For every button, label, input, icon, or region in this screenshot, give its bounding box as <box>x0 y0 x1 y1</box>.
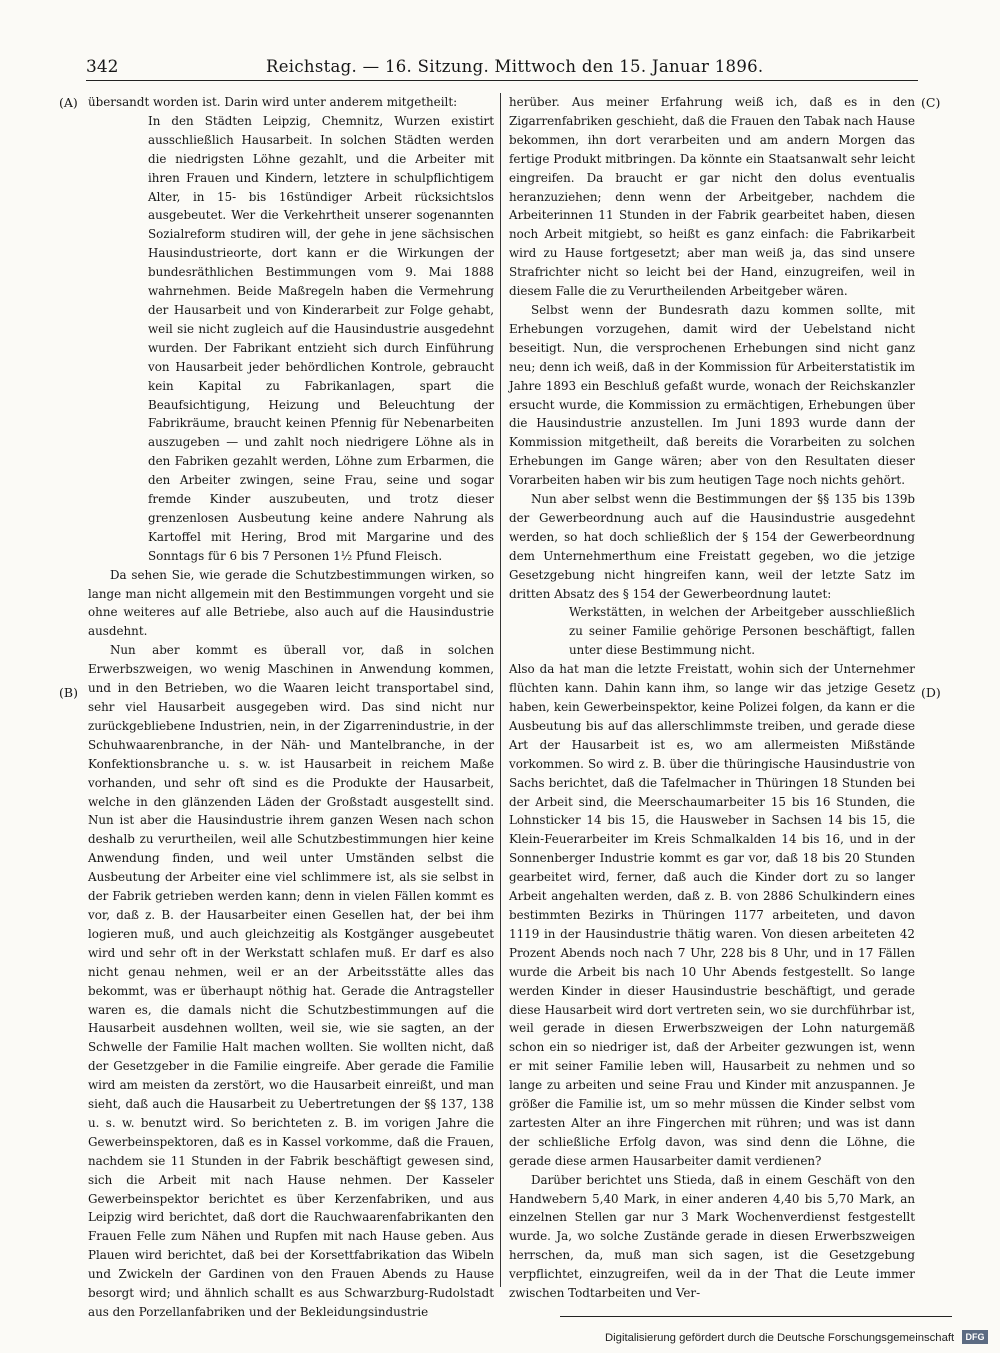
right-paragraph-3: Nun aber selbst wenn die Bestimmungen der §§ 135 bis 139b der Gewerbeordnung auch auf die Hausindustrie ausgedehnt werden, so hat doch schließlich der § 154 der Gewerbeordnung dem Unternehmerthum eine Freistatt gegeben, wo die jetzige Gesetzgebung nicht hingreifen kann, weil der letzte Satz im dritten Absatz des § 154 der Gewerbeordnung lautet: <box>509 492 915 601</box>
dfg-logo-icon: DFG <box>962 1330 988 1344</box>
left-paragraph-1: übersandt worden ist. Darin wird unter anderem mitgetheilt: <box>88 95 458 109</box>
left-column <box>88 93 494 1322</box>
margin-marker-c: (C) <box>921 95 941 110</box>
right-paragraph-2: Selbst wenn der Bundesrath dazu kommen sollte, mit Erhebungen vorzugehen, damit wird der Uebelstand nicht beseitigt. Nun, die versprochenen Erhebungen sind nicht ganz neu; denn ich weiß, daß in der Kommission für Arbeiterstatistik im Jahre 1893 ein Beschluß gefaßt wurde, wonach der Reichskanzler ersucht wurde, die Kommission zu ermächtigen, Erhebungen über die Hausindustrie anzustellen. Im Juni 1893 wurde dann der Kommission mitgetheilt, daß bereits die Vorarbeiten zu solchen Erhebungen im Gange wären; aber von den Resultaten dieser Vorarbeiten haben wir bis zum heutigen Tage noch nichts gehört. <box>509 302 915 488</box>
page-number: 342 <box>86 57 119 77</box>
right-paragraph-4: Also da hat man die letzte Freistatt, wohin sich der Unternehmer flüchten kann. Dahin kann ihm, so lange wir das jetzige Gesetz haben, kein Gewerbeinspektor, keine Polizei folgen, da kann er die Ausbeutung bis auf das allerschlimmste treiben, und gerade diese Art der Hausarbeit ist es, wo am allermeisten Mißstände vorkommen. So wird z. B. über die thüringische Hausindustrie von Sachs berichtet, daß die Tafelmacher in Thüringen 18 Stunden bei der Arbeit sind, die Meerschaumarbeiter 15 bis 16 Stunden, die Lohnsticker 14 bis 15, die Hausweber in Sachsen 14 bis 15, die Klein-Feuerarbeiter im Kreis Schmalkalden 14 bis 16, und in der Sonnenberger Industrie kommt es gar vor, daß 18 bis 20 Stunden gearbeitet wird, ferner, daß auch die Kinder dort zu so langer Arbeit angehalten werden, daß z. B. von 2886 Schulkindern eines bestimmten Bezirks in Thüringen 1177 arbeiteten, und davon 1119 in der Hausindustrie thätig waren. Von diesen arbeiteten 42 Prozent Abends noch nach 7 Uhr, 228 bis 8 Uhr, und in 17 Fällen wurde die Arbeit bis nach 10 Uhr Abends festgestellt. So lange werden Kinder in dieser Hausindustrie beschäftigt, und gerade diese Hausarbeit wird dort vertreten sein, wo sie durchführbar ist, weil gerade in diesen Erwerbszweigen der Lohn naturgemäß schon ein so niedriger ist, daß der Arbeiter gezwungen ist, wenn er mit seiner Familie leben will, Hausarbeit zu nehmen und so lange zu arbeiten und seine Frau und Kinder mit anzuspannen. Je größer die Familie ist, um so mehr müssen die Kinder selbst vom zartesten Alter an ihre Fingerchen mit rühren; und was ist dann der schließliche Erfolg davon, was sind denn die Löhne, die gerade diese armen Hausarbeiter damit verdienen? <box>509 662 915 1168</box>
right-quotation: Werkstätten, in welchen der Arbeitgeber ausschließlich zu seiner Familie gehörige Personen beschäftigt, fallen unter diese Bestimmung nicht. <box>569 605 915 658</box>
margin-marker-b: (B) <box>59 685 78 700</box>
right-column <box>509 93 915 1303</box>
right-paragraph-1: herüber. Aus meiner Erfahrung weiß ich, daß es in den Zigarrenfabriken geschieht, daß die Frauen den Tabak nach Hause bekommen, ihn dort verarbeiten und am andern Morgen das fertige Produkt mitbringen. Da könnte ein Staatsanwalt sehr leicht eingreifen. Da braucht er gar nicht den dolus eventualis heranzuziehen; denn wenn der Arbeitgeber, nachdem die Arbeiterinnen 11 Stunden in der Fabrik gearbeitet haben, diesen noch Arbeit mitgiebt, so heißt es ganz einfach: die Fabrikarbeit wird zu Hause fortgesetzt; aber man weiß ja, das sind unsere Strafrichter nicht so leicht bei der Hand, einzugreifen, weil in diesem Falle die zu Verurtheilenden Arbeitgeber wären. <box>509 95 915 299</box>
header-rule <box>86 80 918 81</box>
column-divider <box>500 93 501 1287</box>
running-title: Reichstag. — 16. Sitzung. Mittwoch den 15. Januar 1896. <box>266 57 764 76</box>
margin-marker-d: (D) <box>921 685 941 700</box>
right-paragraph-5: Darüber berichtet uns Stieda, daß in einem Geschäft von den Handwebern 5,40 Mark, in einer anderen 4,40 bis 5,70 Mark, an einzelnen Stellen gar nur 3 Mark Wochenverdienst festgestellt wurde. Ja, wo solche Zustände gerade in diesen Erwerbszweigen herrschen, da, muß man sich sagen, ist die Gesetzgebung verpflichtet, einzugreifen, weil da in der That die Leute immer zwischen Todtarbeiten und Ver- <box>509 1172 915 1301</box>
margin-marker-a: (A) <box>59 95 78 110</box>
left-paragraph-2: Da sehen Sie, wie gerade die Schutzbestimmungen wirken, so lange man nicht allgemein mit den Bestimmungen vorgeht und sie ohne weiteres auf alle Betriebe, also auch auf die Hausindustrie ausdehnt. <box>88 567 494 639</box>
page-header <box>86 57 916 79</box>
digitization-credit: Digitalisierung gefördert durch die Deutsche Forschungsgemeinschaft <box>605 1332 955 1344</box>
left-paragraph-3: Nun aber kommt es überall vor, daß in solchen Erwerbszweigen, wo wenig Maschinen in Anwendung kommen, und in den Betrieben, wo die Waaren leicht transportabel sind, sehr viel Hausarbeit ausgegeben wird. Das sind nicht nur zurückgebliebene Industrien, nein, in der Zigarrenindustrie, in der Schuhwaarenbranche, in der Näh- und Mantelbranche, in der Konfektionsbranche u. s. w. ist Hausarbeit in reichem Maße vorhanden, und sehr oft sind es die Produkte der Hausarbeit, welche in den glänzenden Läden der Großstadt ausgestellt sind. Nun ist aber die Hausindustrie ihrem ganzen Wesen nach schon deshalb zu verurtheilen, weil alle Schutzbestimmungen hier keine Anwendung finden, und weil unter Umständen selbst die Ausbeutung der Arbeiter eine viel schlimmere ist, als sie selbst in der Fabrik getrieben werden kann; denn in vielen Fällen kommt es vor, daß z. B. der Hausarbeiter einen Gesellen hat, der bei ihm logieren muß, und auch gleichzeitig als Kostgänger ausgebeutet wird und sehr oft in der Werkstatt schlafen muß. Er darf es also nicht genau nehmen, weil er an der Arbeitsstätte alles das bekommt, was er überhaupt nöthig hat. Gerade die Antragsteller waren es, die damals nicht die Schutzbestimmungen auf die Hausarbeit ausdehnen wollten, weil sie, wie sie sagten, an der Schwelle der Familie Halt machen wollten. Sie wollten nicht, daß der Gesetzgeber in die Familie eingreife. Aber gerade die Familie wird am meisten da zerstört, wo die Hausarbeit einreißt, und man sieht, daß auch die Hausarbeit zu Uebertretungen der §§ 137, 138 u. s. w. benutzt wird. So berichteten z. B. im vorigen Jahre die Gewerbeinspektoren, daß es in Kassel vorkomme, daß die Frauen, nachdem sie 11 Stunden in der Fabrik beschäftigt gewesen sind, sich die Arbeit mit nach Hause nehmen. Der Kasseler Gewerbeinspektor berichtet es über Kerzenfabriken, und aus Leipzig wird berichtet, daß dort die Rauchwaarenfabrikanten den Frauen Felle zum Nähen und Rupfen mit nach Hause geben. Aus Plauen wird berichtet, daß bei der Korsettfabrikation das Wibeln und Zwickeln der Gardinen von den Frauen Abends zu Hause besorgt wird; und ähnlich schallt es aus Schwarzburg-Rudolstadt aus den Porzellanfabriken und der Bekleidungsindustrie <box>88 643 494 1319</box>
left-quotation: In den Städten Leipzig, Chemnitz, Wurzen existirt ausschließlich Hausarbeit. In solchen Städten werden die niedrigsten Löhne gezahlt, und die Arbeiter mit ihren Frauen und Kindern, letztere in schulpflichtigem Alter, in 15- bis 16stündiger Arbeit rücksichtslos ausgebeutet. Wer die Verkehrtheit unserer sogenannten Sozialreform studiren will, der gehe in jene sächsischen Hausindustrieorte, dort kann er die Wirkungen der bundesräthlichen Bestimmungen vom 9. Mai 1888 wahrnehmen. Beide Maßregeln haben die Vermehrung der Hausarbeit und von Kinderarbeit zur Folge gehabt, weil sie nicht zugleich auf die Hausindustrie ausgedehnt wurden. Der Fabrikant entzieht sich durch Einführung von Hausarbeit jeder behördlichen Kontrole, gebraucht kein Kapital zu Fabrikanlagen, spart die Beaufsichtigung, Heizung und Beleuchtung der Fabrikräume, braucht keinen Pfennig für Nebenarbeiten auszugeben — und zahlt noch niedrigere Löhne als in den Fabriken gezahlt werden, Löhne zum Erbarmen, die den Arbeiter zwingen, seine Frau, seine und sogar fremde Kinder auszubeuten, und trotz dieser grenzenlosen Ausbeutung keine andere Nahrung als Kartoffel mit Hering, Brod mit Margarine und des Sonntags für 6 bis 7 Personen 1½ Pfund Fleisch. <box>148 113 494 563</box>
footer-rule <box>560 1316 952 1317</box>
